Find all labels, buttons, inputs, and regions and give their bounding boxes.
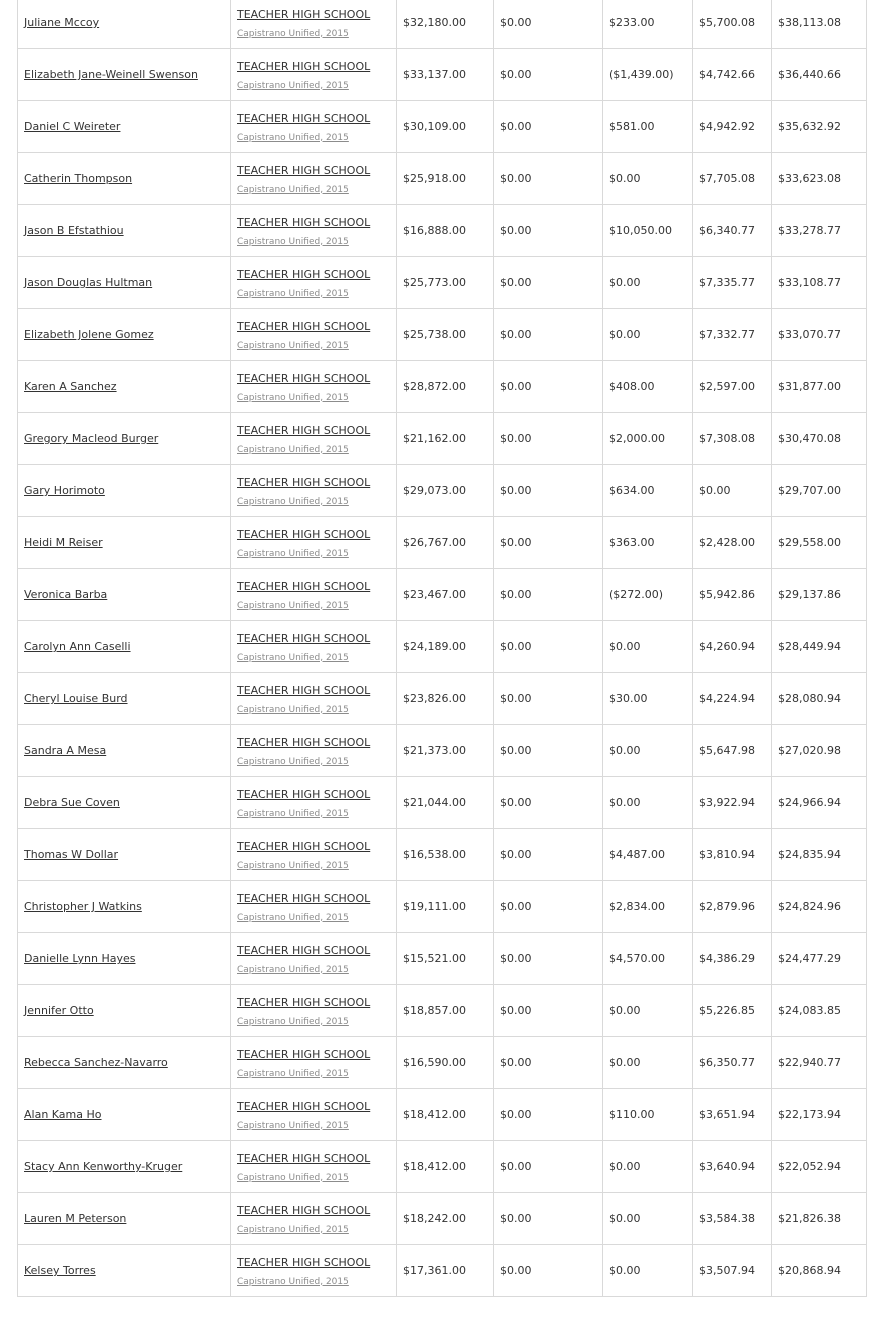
employee-name-link[interactable]: Gregory Macleod Burger: [24, 432, 159, 445]
overtime-pay-cell: $0.00: [494, 569, 603, 621]
employee-name-cell: [18, 933, 231, 985]
job-title-cell: [231, 1089, 397, 1141]
total-pay-benefits-cell: $24,083.85: [772, 985, 867, 1037]
table-row: [18, 725, 867, 777]
other-pay-cell: $4,487.00: [603, 829, 693, 881]
employee-name-cell: [18, 725, 231, 777]
other-pay-cell: $363.00: [603, 517, 693, 569]
job-title-cell: [231, 1037, 397, 1089]
table-row: [18, 1193, 867, 1245]
benefits-cell: $3,584.38: [693, 1193, 772, 1245]
employee-name-cell: [18, 881, 231, 933]
job-title-cell: [231, 205, 397, 257]
overtime-pay-cell: $0.00: [494, 673, 603, 725]
other-pay-cell: $2,834.00: [603, 881, 693, 933]
table-row: [18, 101, 867, 153]
overtime-pay-cell: $0.00: [494, 933, 603, 985]
agency-year-link[interactable]: Capistrano Unified, 2015: [237, 444, 349, 455]
overtime-pay-cell: $0.00: [494, 1037, 603, 1089]
salary-table-container: [17, 0, 865, 1297]
total-pay-benefits-cell: $22,052.94: [772, 1141, 867, 1193]
benefits-cell: $7,332.77: [693, 309, 772, 361]
benefits-cell: $7,308.08: [693, 413, 772, 465]
employee-name-link[interactable]: Juliane Mccoy: [24, 16, 100, 29]
total-pay-benefits-cell: $21,826.38: [772, 1193, 867, 1245]
job-title-link[interactable]: TEACHER HIGH SCHOOL: [237, 59, 371, 73]
agency-year-link[interactable]: Capistrano Unified, 2015: [237, 1068, 349, 1079]
total-pay-benefits-cell: $33,623.08: [772, 153, 867, 205]
job-title-link[interactable]: TEACHER HIGH SCHOOL: [237, 215, 371, 229]
employee-name-link[interactable]: Thomas W Dollar: [24, 848, 119, 861]
total-pay-benefits-cell: $24,966.94: [772, 777, 867, 829]
agency-year-link[interactable]: Capistrano Unified, 2015: [237, 808, 349, 819]
job-title-link[interactable]: TEACHER HIGH SCHOOL: [237, 891, 371, 905]
job-title-link[interactable]: TEACHER HIGH SCHOOL: [237, 735, 371, 749]
job-title-cell: [231, 1141, 397, 1193]
job-title-cell: [231, 517, 397, 569]
job-title-link[interactable]: TEACHER HIGH SCHOOL: [237, 943, 371, 957]
agency-year-link[interactable]: Capistrano Unified, 2015: [237, 392, 349, 403]
employee-name-cell: [18, 413, 231, 465]
employee-name-cell: [18, 1245, 231, 1297]
table-row: [18, 413, 867, 465]
employee-name-cell: [18, 0, 231, 49]
employee-name-link[interactable]: Veronica Barba: [24, 588, 108, 601]
employee-name-link[interactable]: Lauren M Peterson: [24, 1212, 127, 1225]
regular-pay-cell: $21,044.00: [397, 777, 494, 829]
salary-table-body: [18, 0, 867, 1297]
regular-pay-cell: $25,738.00: [397, 309, 494, 361]
total-pay-benefits-cell: $29,137.86: [772, 569, 867, 621]
job-title-link[interactable]: TEACHER HIGH SCHOOL: [237, 683, 371, 697]
agency-year-link[interactable]: Capistrano Unified, 2015: [237, 912, 349, 923]
table-row: [18, 49, 867, 101]
other-pay-cell: $110.00: [603, 1089, 693, 1141]
employee-name-cell: [18, 777, 231, 829]
other-pay-cell: $581.00: [603, 101, 693, 153]
job-title-link[interactable]: TEACHER HIGH SCHOOL: [237, 319, 371, 333]
regular-pay-cell: $28,872.00: [397, 361, 494, 413]
job-title-link[interactable]: TEACHER HIGH SCHOOL: [237, 579, 371, 593]
job-title-link[interactable]: TEACHER HIGH SCHOOL: [237, 1203, 371, 1217]
job-title-cell: [231, 101, 397, 153]
regular-pay-cell: $25,918.00: [397, 153, 494, 205]
overtime-pay-cell: $0.00: [494, 257, 603, 309]
job-title-cell: [231, 829, 397, 881]
job-title-cell: [231, 673, 397, 725]
agency-year-link[interactable]: Capistrano Unified, 2015: [237, 288, 349, 299]
overtime-pay-cell: $0.00: [494, 153, 603, 205]
regular-pay-cell: $21,373.00: [397, 725, 494, 777]
agency-year-link[interactable]: Capistrano Unified, 2015: [237, 496, 349, 507]
employee-name-link[interactable]: Elizabeth Jolene Gomez: [24, 328, 154, 341]
table-row: [18, 517, 867, 569]
agency-year-link[interactable]: Capistrano Unified, 2015: [237, 28, 349, 39]
overtime-pay-cell: $0.00: [494, 465, 603, 517]
total-pay-benefits-cell: $24,477.29: [772, 933, 867, 985]
overtime-pay-cell: $0.00: [494, 205, 603, 257]
benefits-cell: $5,647.98: [693, 725, 772, 777]
regular-pay-cell: $21,162.00: [397, 413, 494, 465]
overtime-pay-cell: $0.00: [494, 1245, 603, 1297]
agency-year-link[interactable]: Capistrano Unified, 2015: [237, 80, 349, 91]
table-row: [18, 673, 867, 725]
job-title-cell: [231, 621, 397, 673]
regular-pay-cell: $18,857.00: [397, 985, 494, 1037]
job-title-link[interactable]: TEACHER HIGH SCHOOL: [237, 423, 371, 437]
overtime-pay-cell: $0.00: [494, 517, 603, 569]
benefits-cell: $7,705.08: [693, 153, 772, 205]
job-title-link[interactable]: TEACHER HIGH SCHOOL: [237, 839, 371, 853]
other-pay-cell: $0.00: [603, 153, 693, 205]
benefits-cell: $3,640.94: [693, 1141, 772, 1193]
total-pay-benefits-cell: $28,080.94: [772, 673, 867, 725]
employee-name-link[interactable]: Kelsey Torres: [24, 1264, 96, 1277]
regular-pay-cell: $17,361.00: [397, 1245, 494, 1297]
salary-table: [17, 0, 867, 1297]
agency-year-link[interactable]: Capistrano Unified, 2015: [237, 600, 349, 611]
regular-pay-cell: $23,467.00: [397, 569, 494, 621]
job-title-cell: [231, 881, 397, 933]
regular-pay-cell: $26,767.00: [397, 517, 494, 569]
employee-name-cell: [18, 621, 231, 673]
job-title-cell: [231, 361, 397, 413]
other-pay-cell: $2,000.00: [603, 413, 693, 465]
regular-pay-cell: $16,590.00: [397, 1037, 494, 1089]
total-pay-benefits-cell: $30,470.08: [772, 413, 867, 465]
regular-pay-cell: $18,242.00: [397, 1193, 494, 1245]
table-row: [18, 153, 867, 205]
employee-name-cell: [18, 1089, 231, 1141]
table-row: [18, 1089, 867, 1141]
table-row: [18, 569, 867, 621]
job-title-link[interactable]: TEACHER HIGH SCHOOL: [237, 1047, 371, 1061]
employee-name-cell: [18, 153, 231, 205]
agency-year-link[interactable]: Capistrano Unified, 2015: [237, 1016, 349, 1027]
other-pay-cell: $0.00: [603, 309, 693, 361]
overtime-pay-cell: $0.00: [494, 621, 603, 673]
total-pay-benefits-cell: $22,940.77: [772, 1037, 867, 1089]
job-title-cell: [231, 777, 397, 829]
other-pay-cell: $233.00: [603, 0, 693, 49]
job-title-link[interactable]: TEACHER HIGH SCHOOL: [237, 995, 371, 1009]
job-title-cell: [231, 985, 397, 1037]
agency-year-link[interactable]: Capistrano Unified, 2015: [237, 652, 349, 663]
total-pay-benefits-cell: $27,020.98: [772, 725, 867, 777]
employee-name-cell: [18, 1037, 231, 1089]
agency-year-link[interactable]: Capistrano Unified, 2015: [237, 132, 349, 143]
job-title-link[interactable]: TEACHER HIGH SCHOOL: [237, 267, 371, 281]
employee-name-link[interactable]: Cheryl Louise Burd: [24, 692, 128, 705]
agency-year-link[interactable]: Capistrano Unified, 2015: [237, 1172, 349, 1183]
table-row: [18, 361, 867, 413]
total-pay-benefits-cell: $29,707.00: [772, 465, 867, 517]
employee-name-link[interactable]: Sandra A Mesa: [24, 744, 107, 757]
employee-name-cell: [18, 309, 231, 361]
regular-pay-cell: $18,412.00: [397, 1141, 494, 1193]
job-title-cell: [231, 1245, 397, 1297]
table-row: [18, 257, 867, 309]
employee-name-cell: [18, 101, 231, 153]
overtime-pay-cell: $0.00: [494, 49, 603, 101]
other-pay-cell: $0.00: [603, 985, 693, 1037]
total-pay-benefits-cell: $28,449.94: [772, 621, 867, 673]
table-row: [18, 881, 867, 933]
benefits-cell: $2,597.00: [693, 361, 772, 413]
overtime-pay-cell: $0.00: [494, 309, 603, 361]
job-title-link[interactable]: TEACHER HIGH SCHOOL: [237, 475, 371, 489]
employee-name-cell: [18, 465, 231, 517]
other-pay-cell: $634.00: [603, 465, 693, 517]
job-title-cell: [231, 1193, 397, 1245]
regular-pay-cell: $25,773.00: [397, 257, 494, 309]
agency-year-link[interactable]: Capistrano Unified, 2015: [237, 860, 349, 871]
employee-name-cell: [18, 257, 231, 309]
employee-name-cell: [18, 829, 231, 881]
regular-pay-cell: $32,180.00: [397, 0, 494, 49]
employee-name-link[interactable]: Jason B Efstathiou: [24, 224, 124, 237]
job-title-link[interactable]: TEACHER HIGH SCHOOL: [237, 527, 371, 541]
employee-name-cell: [18, 985, 231, 1037]
benefits-cell: $4,742.66: [693, 49, 772, 101]
overtime-pay-cell: $0.00: [494, 101, 603, 153]
overtime-pay-cell: $0.00: [494, 777, 603, 829]
other-pay-cell: ($272.00): [603, 569, 693, 621]
regular-pay-cell: $19,111.00: [397, 881, 494, 933]
employee-name-link[interactable]: Rebecca Sanchez-Navarro: [24, 1056, 168, 1069]
other-pay-cell: $4,570.00: [603, 933, 693, 985]
employee-name-link[interactable]: Heidi M Reiser: [24, 536, 103, 549]
other-pay-cell: $0.00: [603, 725, 693, 777]
total-pay-benefits-cell: $31,877.00: [772, 361, 867, 413]
agency-year-link[interactable]: Capistrano Unified, 2015: [237, 964, 349, 975]
other-pay-cell: $0.00: [603, 621, 693, 673]
overtime-pay-cell: $0.00: [494, 1089, 603, 1141]
other-pay-cell: $0.00: [603, 257, 693, 309]
employee-name-cell: [18, 517, 231, 569]
benefits-cell: $5,226.85: [693, 985, 772, 1037]
table-row: [18, 933, 867, 985]
job-title-link[interactable]: TEACHER HIGH SCHOOL: [237, 1255, 371, 1269]
employee-name-link[interactable]: Jennifer Otto: [24, 1004, 94, 1017]
overtime-pay-cell: $0.00: [494, 1141, 603, 1193]
employee-name-link[interactable]: Gary Horimoto: [24, 484, 105, 497]
overtime-pay-cell: $0.00: [494, 829, 603, 881]
job-title-cell: [231, 49, 397, 101]
job-title-link[interactable]: TEACHER HIGH SCHOOL: [237, 1099, 371, 1113]
employee-name-cell: [18, 1193, 231, 1245]
total-pay-benefits-cell: $20,868.94: [772, 1245, 867, 1297]
agency-year-link[interactable]: Capistrano Unified, 2015: [237, 548, 349, 559]
employee-name-link[interactable]: Christopher J Watkins: [24, 900, 142, 913]
total-pay-benefits-cell: $33,070.77: [772, 309, 867, 361]
regular-pay-cell: $15,521.00: [397, 933, 494, 985]
agency-year-link[interactable]: Capistrano Unified, 2015: [237, 1276, 349, 1287]
employee-name-cell: [18, 1141, 231, 1193]
total-pay-benefits-cell: $33,278.77: [772, 205, 867, 257]
benefits-cell: $3,507.94: [693, 1245, 772, 1297]
job-title-cell: [231, 465, 397, 517]
other-pay-cell: $0.00: [603, 1037, 693, 1089]
overtime-pay-cell: $0.00: [494, 361, 603, 413]
regular-pay-cell: $23,826.00: [397, 673, 494, 725]
job-title-link[interactable]: TEACHER HIGH SCHOOL: [237, 787, 371, 801]
job-title-link[interactable]: TEACHER HIGH SCHOOL: [237, 7, 371, 21]
total-pay-benefits-cell: $24,835.94: [772, 829, 867, 881]
employee-name-link[interactable]: Elizabeth Jane-Weinell Swenson: [24, 68, 198, 81]
employee-name-link[interactable]: Karen A Sanchez: [24, 380, 117, 393]
benefits-cell: $7,335.77: [693, 257, 772, 309]
overtime-pay-cell: $0.00: [494, 881, 603, 933]
employee-name-cell: [18, 673, 231, 725]
regular-pay-cell: $16,888.00: [397, 205, 494, 257]
other-pay-cell: $408.00: [603, 361, 693, 413]
other-pay-cell: $0.00: [603, 1245, 693, 1297]
job-title-link[interactable]: TEACHER HIGH SCHOOL: [237, 163, 371, 177]
job-title-cell: [231, 725, 397, 777]
table-row: [18, 0, 867, 49]
benefits-cell: $5,700.08: [693, 0, 772, 49]
table-row: [18, 1037, 867, 1089]
employee-name-cell: [18, 49, 231, 101]
regular-pay-cell: $29,073.00: [397, 465, 494, 517]
job-title-link[interactable]: TEACHER HIGH SCHOOL: [237, 631, 371, 645]
agency-year-link[interactable]: Capistrano Unified, 2015: [237, 236, 349, 247]
employee-name-cell: [18, 205, 231, 257]
job-title-cell: [231, 153, 397, 205]
other-pay-cell: $30.00: [603, 673, 693, 725]
benefits-cell: $3,810.94: [693, 829, 772, 881]
overtime-pay-cell: $0.00: [494, 985, 603, 1037]
benefits-cell: $4,942.92: [693, 101, 772, 153]
table-row: [18, 465, 867, 517]
other-pay-cell: $10,050.00: [603, 205, 693, 257]
other-pay-cell: $0.00: [603, 777, 693, 829]
total-pay-benefits-cell: $29,558.00: [772, 517, 867, 569]
benefits-cell: $6,340.77: [693, 205, 772, 257]
regular-pay-cell: $30,109.00: [397, 101, 494, 153]
table-row: [18, 621, 867, 673]
employee-name-cell: [18, 569, 231, 621]
agency-year-link[interactable]: Capistrano Unified, 2015: [237, 340, 349, 351]
job-title-link[interactable]: TEACHER HIGH SCHOOL: [237, 371, 371, 385]
job-title-cell: [231, 0, 397, 49]
employee-name-link[interactable]: Jason Douglas Hultman: [24, 276, 153, 289]
benefits-cell: $0.00: [693, 465, 772, 517]
job-title-link[interactable]: TEACHER HIGH SCHOOL: [237, 111, 371, 125]
table-row: [18, 205, 867, 257]
overtime-pay-cell: $0.00: [494, 725, 603, 777]
employee-name-link[interactable]: Debra Sue Coven: [24, 796, 120, 809]
job-title-cell: [231, 257, 397, 309]
benefits-cell: $5,942.86: [693, 569, 772, 621]
table-row: [18, 1141, 867, 1193]
agency-year-link[interactable]: Capistrano Unified, 2015: [237, 1120, 349, 1131]
job-title-cell: [231, 413, 397, 465]
benefits-cell: $2,879.96: [693, 881, 772, 933]
table-row: [18, 1245, 867, 1297]
overtime-pay-cell: $0.00: [494, 413, 603, 465]
benefits-cell: $3,651.94: [693, 1089, 772, 1141]
other-pay-cell: ($1,439.00): [603, 49, 693, 101]
employee-name-cell: [18, 361, 231, 413]
employee-name-link[interactable]: Alan Kama Ho: [24, 1108, 102, 1121]
agency-year-link[interactable]: Capistrano Unified, 2015: [237, 184, 349, 195]
job-title-link[interactable]: TEACHER HIGH SCHOOL: [237, 1151, 371, 1165]
table-row: [18, 829, 867, 881]
table-row: [18, 985, 867, 1037]
other-pay-cell: $0.00: [603, 1141, 693, 1193]
benefits-cell: $4,224.94: [693, 673, 772, 725]
total-pay-benefits-cell: $22,173.94: [772, 1089, 867, 1141]
total-pay-benefits-cell: $33,108.77: [772, 257, 867, 309]
employee-name-link[interactable]: Catherin Thompson: [24, 172, 133, 185]
agency-year-link[interactable]: Capistrano Unified, 2015: [237, 756, 349, 767]
agency-year-link[interactable]: Capistrano Unified, 2015: [237, 1224, 349, 1235]
overtime-pay-cell: $0.00: [494, 0, 603, 49]
benefits-cell: $2,428.00: [693, 517, 772, 569]
total-pay-benefits-cell: $38,113.08: [772, 0, 867, 49]
total-pay-benefits-cell: $36,440.66: [772, 49, 867, 101]
job-title-cell: [231, 309, 397, 361]
regular-pay-cell: $24,189.00: [397, 621, 494, 673]
table-row: [18, 777, 867, 829]
other-pay-cell: $0.00: [603, 1193, 693, 1245]
job-title-cell: [231, 933, 397, 985]
benefits-cell: $3,922.94: [693, 777, 772, 829]
regular-pay-cell: $18,412.00: [397, 1089, 494, 1141]
benefits-cell: $4,386.29: [693, 933, 772, 985]
total-pay-benefits-cell: $24,824.96: [772, 881, 867, 933]
regular-pay-cell: $33,137.00: [397, 49, 494, 101]
regular-pay-cell: $16,538.00: [397, 829, 494, 881]
overtime-pay-cell: $0.00: [494, 1193, 603, 1245]
employee-name-link[interactable]: Stacy Ann Kenworthy-Kruger: [24, 1160, 183, 1173]
job-title-cell: [231, 569, 397, 621]
employee-name-link[interactable]: Daniel C Weireter: [24, 120, 121, 133]
benefits-cell: $4,260.94: [693, 621, 772, 673]
agency-year-link[interactable]: Capistrano Unified, 2015: [237, 704, 349, 715]
employee-name-link[interactable]: Carolyn Ann Caselli: [24, 640, 131, 653]
total-pay-benefits-cell: $35,632.92: [772, 101, 867, 153]
benefits-cell: $6,350.77: [693, 1037, 772, 1089]
employee-name-link[interactable]: Danielle Lynn Hayes: [24, 952, 136, 965]
table-row: [18, 309, 867, 361]
